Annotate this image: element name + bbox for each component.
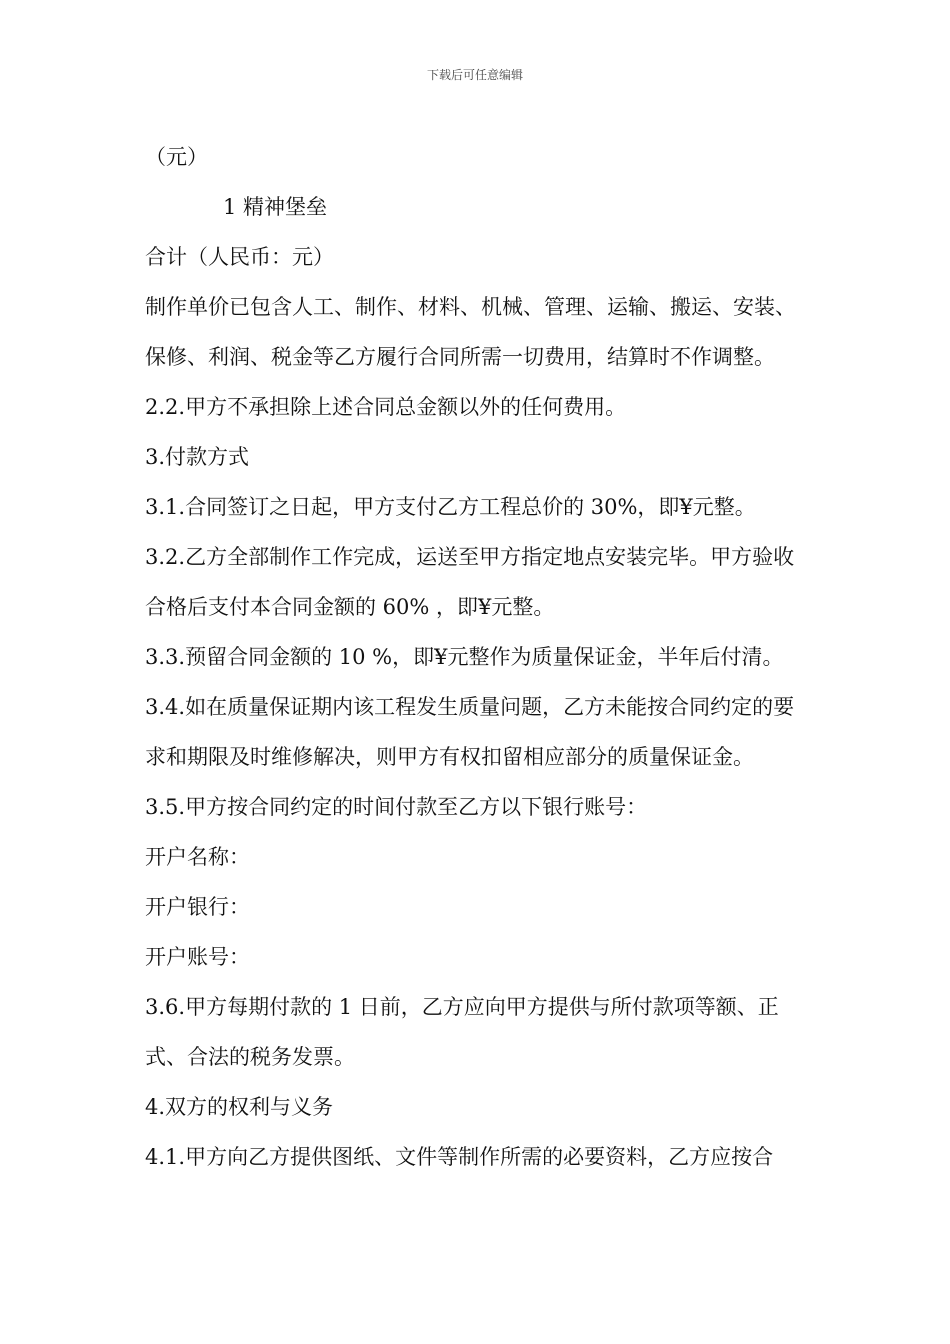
paragraph-item-spirit-fortress: 1 精神堡垒 bbox=[223, 195, 328, 219]
clause-3-2: 3.2.乙方全部制作工作完成，运送至甲方指定地点安装完毕。甲方验收合格后支付本合同金额的 60% ，即¥元整。 bbox=[145, 545, 795, 619]
paragraph-unit: （元） bbox=[145, 145, 208, 169]
section-3-heading: 3.付款方式 bbox=[145, 445, 250, 469]
document-body bbox=[145, 132, 810, 1182]
clause-3-4: 3.4.如在质量保证期内该工程发生质量问题，乙方未能按合同约定的要求和期限及时维修解决，则甲方有权扣留相应部分的质量保证金。 bbox=[145, 695, 795, 769]
clause-3-3: 3.3.预留合同金额的 10 %，即¥元整作为质量保证金，半年后付清。 bbox=[145, 645, 784, 669]
clause-4-1: 4.1.甲方向乙方提供图纸、文件等制作所需的必要资料，乙方应按合 bbox=[145, 1145, 774, 1169]
account-number-field: 开户账号： bbox=[145, 945, 250, 969]
account-name-field: 开户名称： bbox=[145, 845, 250, 869]
paragraph-total: 合计（人民币：元） bbox=[145, 245, 334, 269]
account-bank-field: 开户银行： bbox=[145, 895, 250, 919]
clause-3-1: 3.1.合同签订之日起，甲方支付乙方工程总价的 30%，即¥元整。 bbox=[145, 495, 756, 519]
page-header: 下载后可任意编辑 bbox=[426, 68, 523, 82]
clause-3-5: 3.5.甲方按合同约定的时间付款至乙方以下银行账号： bbox=[145, 795, 648, 819]
clause-3-6: 3.6.甲方每期付款的 1 日前，乙方应向甲方提供与所付款项等额、正式、合法的税务发票。 bbox=[145, 995, 779, 1069]
section-4-heading: 4.双方的权利与义务 bbox=[145, 1095, 334, 1119]
paragraph-unit-price-note: 制作单价已包含人工、制作、材料、机械、管理、运输、搬运、安装、保修、利润、税金等乙方履行合同所需一切费用，结算时不作调整。 bbox=[145, 295, 796, 369]
clause-2-2: 2.2.甲方不承担除上述合同总金额以外的任何费用。 bbox=[145, 395, 627, 419]
